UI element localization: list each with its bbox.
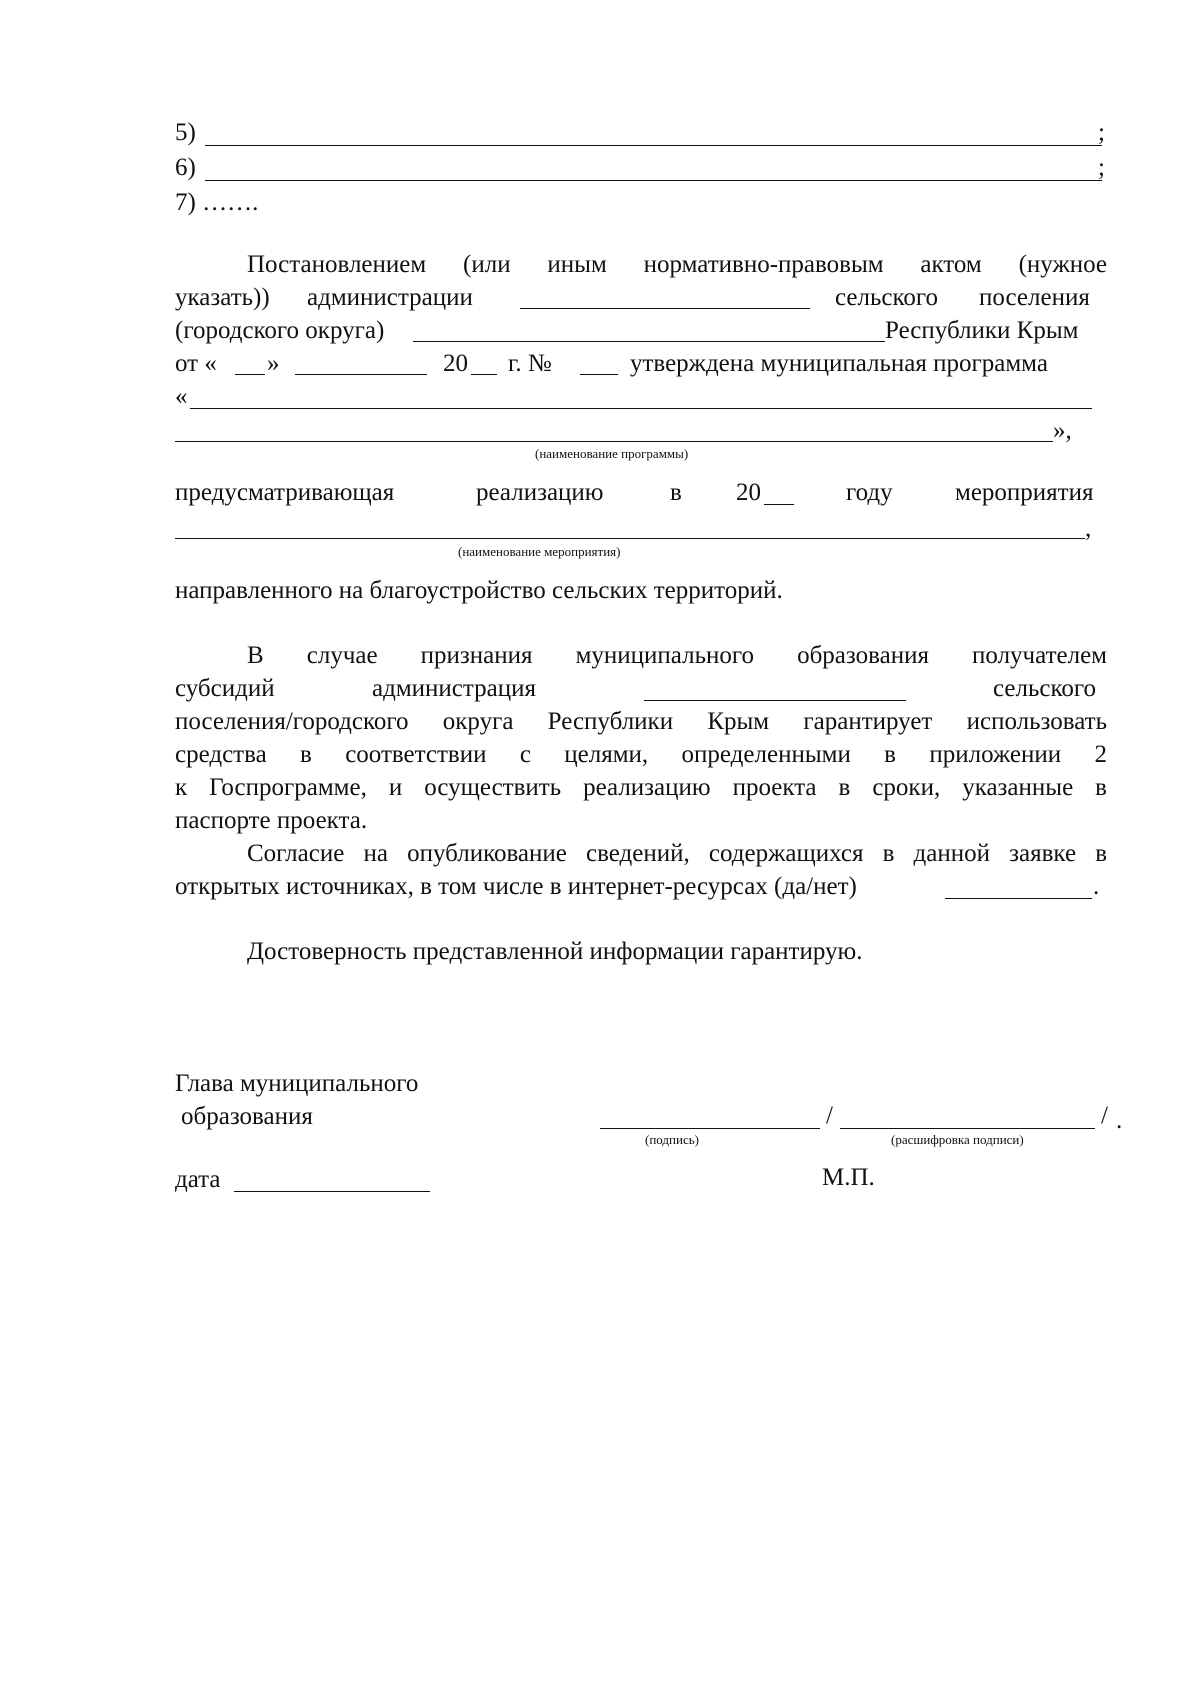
para1-line4-from: от « <box>175 350 217 377</box>
program-name-blank-1[interactable] <box>190 408 1092 409</box>
para3-end: . <box>1093 873 1100 900</box>
list-item-7-number: 7) ……. <box>175 189 259 216</box>
signature-caption: (подпись) <box>645 1132 699 1147</box>
para1-line2-word3: сельского <box>835 284 938 311</box>
program-open-quote: « <box>175 383 188 410</box>
program-name-blank-2[interactable] <box>175 441 1053 442</box>
para1-line1: Постановлением (или иным нормативно-правовым актом (нужное <box>247 251 1107 278</box>
para2-line2-word3: сельского <box>993 675 1096 702</box>
district-name-blank[interactable] <box>413 341 885 342</box>
list-item-6-blank[interactable] <box>205 180 1102 181</box>
para2-line6: паспорте проекта. <box>175 807 368 834</box>
para2-line2-word1: субсидий <box>175 675 275 702</box>
decree-day-blank[interactable] <box>235 374 265 375</box>
date-blank[interactable] <box>234 1191 430 1192</box>
head-title-line1: Глава муниципального <box>175 1070 419 1097</box>
para3-line1: Согласие на опубликование сведений, содержащихся в данной заявке в <box>247 840 1107 867</box>
para1-line2-word4: поселения <box>979 284 1090 311</box>
para2-line1: В случае признания муниципального образования получателем <box>247 642 1107 669</box>
para1-line7-word5: году <box>846 479 893 506</box>
para1-line2-word1: указать)) <box>175 284 270 311</box>
signature-slash-1: / <box>826 1102 833 1129</box>
list-item-5-number: 5) <box>175 119 196 146</box>
para4-line1: Достоверность представленной информации гарантирую. <box>247 938 863 965</box>
date-label: дата <box>175 1166 221 1193</box>
para2-line3: поселения/городского округа Республики Крым гарантирует использовать <box>175 708 1107 735</box>
para1-line3-region: Республики Крым <box>885 317 1079 344</box>
event-year-blank[interactable] <box>764 504 794 505</box>
event-name-caption: (наименование мероприятия) <box>458 544 621 559</box>
signature-blank[interactable] <box>600 1128 820 1129</box>
para1-line7-word6: мероприятия <box>955 479 1094 506</box>
para3-line2: открытых источниках, в том числе в интернет-ресурсах (да/нет) <box>175 873 857 900</box>
para1-line4-number-label: г. № <box>508 350 552 377</box>
list-item-5-blank[interactable] <box>205 145 1102 146</box>
consent-answer-blank[interactable] <box>945 898 1092 899</box>
administration-name-blank[interactable] <box>644 700 906 701</box>
event-name-blank[interactable] <box>175 538 1085 539</box>
list-item-6-separator: ; <box>1098 154 1105 181</box>
event-name-end: , <box>1085 515 1092 542</box>
signature-decode-caption: (расшифровка подписи) <box>891 1132 1024 1147</box>
para1-line7-word1: предусматривающая <box>175 479 395 506</box>
para1-line7-word2: реализацию <box>476 479 604 506</box>
para1-line2-word2: администрации <box>307 284 473 311</box>
para1-line9: направленного на благоустройство сельских территорий. <box>175 577 783 604</box>
decree-year-blank[interactable] <box>471 374 497 375</box>
list-item-5-separator: ; <box>1098 119 1105 146</box>
para1-line7-word3: в <box>670 479 682 506</box>
program-close-quote: », <box>1053 417 1072 444</box>
para1-line4-approved: утверждена муниципальная программа <box>630 350 1048 377</box>
decree-month-blank[interactable] <box>295 374 427 375</box>
para1-line4-year-prefix: 20 <box>443 350 468 377</box>
head-title-line2: образования <box>181 1103 313 1130</box>
para2-line5: к Госпрограмме, и осуществить реализацию проекта в сроки, указанные в <box>175 774 1107 801</box>
para1-line3-label: (городского округа) <box>175 317 385 344</box>
program-name-caption: (наименование программы) <box>535 446 689 461</box>
para2-line4: средства в соответствии с целями, определенными в приложении 2 <box>175 741 1107 768</box>
settlement-name-blank[interactable] <box>520 308 810 309</box>
decree-number-blank[interactable] <box>580 374 618 375</box>
signature-decode-blank[interactable] <box>840 1128 1095 1129</box>
para1-line7-year-prefix: 20 <box>736 479 761 506</box>
list-item-6-number: 6) <box>175 154 196 181</box>
para2-line2-word2: администрация <box>372 675 536 702</box>
signature-dot: . <box>1116 1107 1123 1134</box>
para1-line4-quote: » <box>267 350 280 377</box>
stamp-place: М.П. <box>822 1164 875 1191</box>
signature-slash-2: / <box>1101 1102 1108 1129</box>
